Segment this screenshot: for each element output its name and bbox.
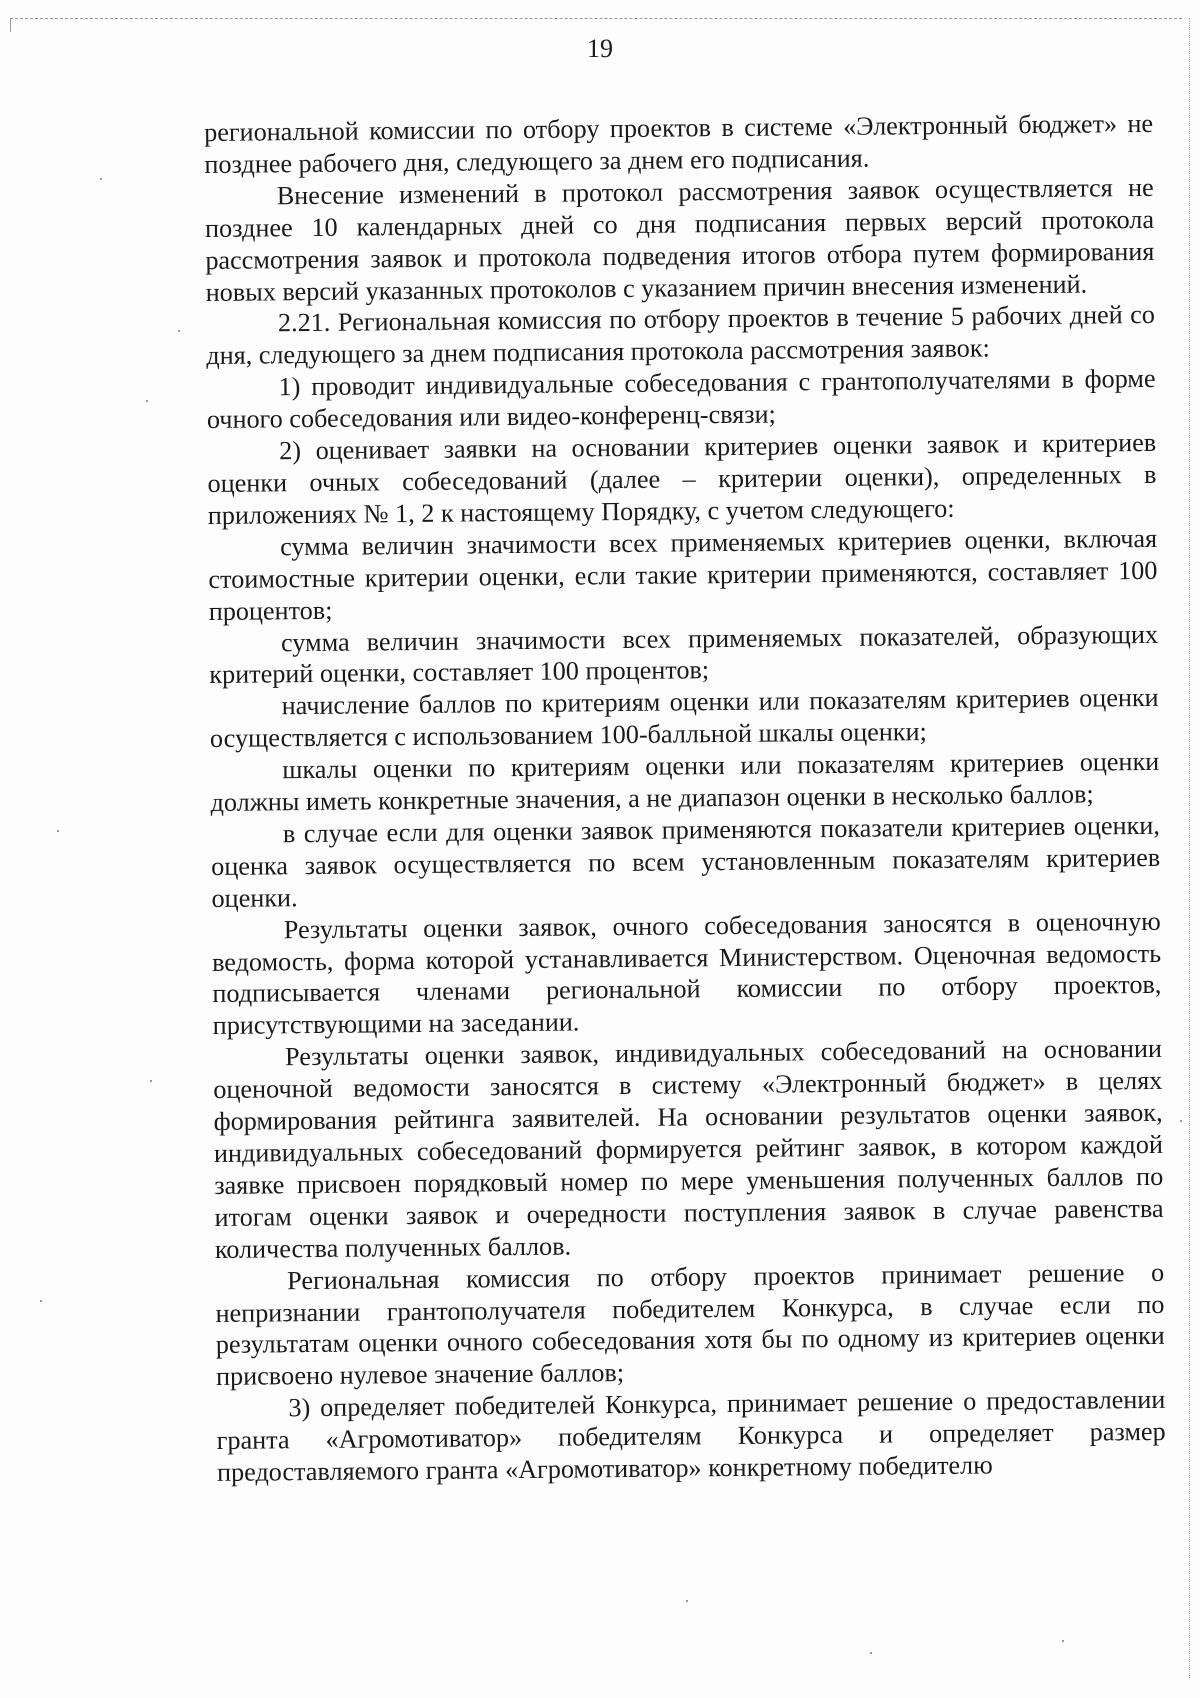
scan-border-right: [1189, 18, 1190, 1678]
paragraph: Внесение изменений в протокол рассмотрения заявок осуществляется не позднее 10 календарных дней со дня подписания первых версий протокола рассмотрения заявок и протокола подведения итогов отбора путем формирования новых версий указанных протоколов с указанием причин внесения изменений.: [204, 172, 1155, 307]
page-number: 19: [587, 34, 613, 63]
scan-speck: [870, 1652, 872, 1654]
paragraph: Региональная комиссия по отбору проектов принимает решение о непризнании грантополучателя победителем Конкурса, в случае если по результатам оценки очного собеседования хотя бы по одному из критериев оценки присвоено нулевое значение баллов;: [215, 1257, 1165, 1392]
paragraph: шкалы оценки по критериям оценки или показателям критериев оценки должны иметь конкретные значения, а не диапазон оценки в несколько баллов;: [210, 746, 1160, 817]
scan-border-left: [10, 18, 11, 32]
paragraph: 3) определяет победителей Конкурса, принимает решение о предоставлении гранта «Агромотиватор» победителям Конкурса и определяет размер предоставляемого гранта «Агромотиватор» конкретному победителю: [216, 1385, 1166, 1487]
scan-speck: [178, 330, 180, 332]
paragraph: сумма величин значимости всех применяемых показателей, образующих критерий оценки, составляет 100 процентов;: [209, 619, 1159, 690]
document-body: [204, 108, 1166, 1489]
paragraph: 2.21. Региональная комиссия по отбору проектов в течение 5 рабочих дней со дня, следующего за днем подписания протокола рассмотрения заявок:: [206, 300, 1156, 371]
scan-speck: [1180, 1120, 1182, 1122]
paragraph: 1) проводит индивидуальные собеседования с грантополучателями в форме очного собеседования или видео-конференц-связи;: [206, 364, 1156, 435]
scan-border-top: [10, 18, 1182, 19]
paragraph: в случае если для оценки заявок применяются показатели критериев оценки, оценка заявок осуществляется по всем установленным показателям критериев оценки.: [211, 810, 1161, 913]
scan-speck: [100, 178, 102, 180]
paragraph: Результаты оценки заявок, индивидуальных собеседований на основании оценочной ведомости заносятся в систему «Электронный бюджет» в целях формирования рейтинга заявителей. На основании результатов оценки заявок, индивидуальных собеседований формируется рейтинг заявок, в котором каждой заявке присвоен порядковый номер по мере уменьшения полученных баллов по итогам оценки заявок и очередности поступления заявок в случае равенства количества полученных баллов.: [213, 1034, 1164, 1264]
paragraph: Результаты оценки заявок, очного собеседования заносятся в оценочную ведомость, форма которой устанавливается Министерством. Оценочная ведомость подписывается членами региональной комиссии по отбору проектов, присутствующими на заседании.: [211, 906, 1162, 1041]
scan-speck: [40, 1300, 42, 1302]
scan-speck: [150, 1080, 152, 1082]
scan-speck: [57, 830, 59, 832]
paragraph: сумма величин значимости всех применяемых критериев оценки, включая стоимостные критерии оценки, если такие критерии применяются, составляет 100 процентов;: [208, 523, 1158, 626]
paragraph: региональной комиссии по отбору проектов в системе «Электронный бюджет» не позднее рабочего дня, следующего за днем его подписания.: [204, 108, 1154, 179]
paragraph: 2) оценивает заявки на основании критериев оценки заявок и критериев оценки очных собеседований (далее – критерии оценки), определенных в приложениях № 1, 2 к настоящему Порядку, с учетом следующего:: [207, 427, 1157, 530]
scan-speck: [1062, 1640, 1064, 1642]
scan-speck: [146, 400, 148, 402]
scan-speck: [686, 1600, 688, 1602]
paragraph: начисление баллов по критериям оценки или показателям критериев оценки осуществляется с использованием 100-балльной шкалы оценки;: [209, 683, 1159, 754]
